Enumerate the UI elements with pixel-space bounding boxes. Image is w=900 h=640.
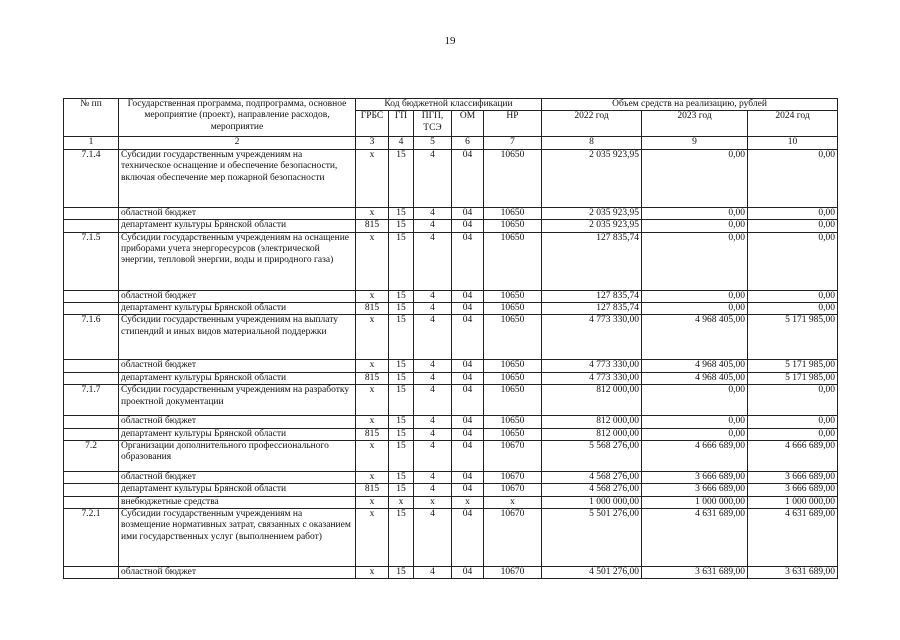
nr-cell: х xyxy=(484,496,542,508)
nr-cell: 10670 xyxy=(484,471,542,483)
table-row xyxy=(64,220,838,232)
amount-2023: 4 666 689,00 xyxy=(642,440,748,471)
amount-2023: 0,00 xyxy=(642,302,748,314)
grbs-cell: х xyxy=(356,509,389,567)
gp-cell: х xyxy=(389,496,414,508)
om-cell: х xyxy=(452,496,484,508)
table-row xyxy=(64,302,838,314)
amount-2024: 0,00 xyxy=(748,232,838,290)
row-name: областной бюджет xyxy=(119,471,356,483)
col-number: 4 xyxy=(389,137,414,149)
amount-2022: 1 000 000,00 xyxy=(542,496,642,508)
pgp-cell: 4 xyxy=(414,302,452,314)
om-cell: 04 xyxy=(452,385,484,416)
amount-2023: 0,00 xyxy=(642,428,748,440)
table-row xyxy=(64,484,838,496)
amount-2024: 0,00 xyxy=(748,290,838,302)
nr-cell: 10650 xyxy=(484,385,542,416)
header-volume-group: Объем средств на реализацию, рублей xyxy=(542,99,838,111)
grbs-cell: х xyxy=(356,290,389,302)
om-cell: 04 xyxy=(452,315,484,360)
nr-cell: 10670 xyxy=(484,567,542,579)
om-cell: 04 xyxy=(452,372,484,384)
row-number: 7.2 xyxy=(64,440,119,471)
row-number xyxy=(64,496,119,508)
om-cell: 04 xyxy=(452,360,484,372)
row-number: 7.1.6 xyxy=(64,315,119,360)
pgp-cell: 4 xyxy=(414,567,452,579)
amount-2024: 3 666 689,00 xyxy=(748,471,838,483)
amount-2023: 4 968 405,00 xyxy=(642,360,748,372)
row-number: 7.1.7 xyxy=(64,385,119,416)
grbs-cell: х xyxy=(356,232,389,290)
header-om: ОМ xyxy=(452,111,484,137)
pgp-cell: 4 xyxy=(414,428,452,440)
pgp-cell: 4 xyxy=(414,207,452,219)
amount-2022: 2 035 923,95 xyxy=(542,207,642,219)
nr-cell: 10650 xyxy=(484,149,542,207)
col-number: 9 xyxy=(642,137,748,149)
pgp-cell: 4 xyxy=(414,372,452,384)
table-row xyxy=(64,149,838,207)
gp-cell: 15 xyxy=(389,372,414,384)
budget-table xyxy=(63,98,838,579)
nr-cell: 10650 xyxy=(484,220,542,232)
gp-cell: 15 xyxy=(389,484,414,496)
amount-2024: 0,00 xyxy=(748,416,838,428)
header-num: № пп xyxy=(64,99,119,137)
table-row xyxy=(64,428,838,440)
table-row xyxy=(64,290,838,302)
row-number: 7.2.1 xyxy=(64,509,119,567)
row-name: департамент культуры Брянской области xyxy=(119,484,356,496)
grbs-cell: х xyxy=(356,471,389,483)
row-name: областной бюджет xyxy=(119,207,356,219)
row-name: департамент культуры Брянской области xyxy=(119,428,356,440)
gp-cell: 15 xyxy=(389,385,414,416)
header-pgp: ПГП, ТСЭ xyxy=(414,111,452,137)
amount-2024: 3 666 689,00 xyxy=(748,484,838,496)
grbs-cell: 815 xyxy=(356,220,389,232)
header-code-group: Код бюджетной классификации xyxy=(356,99,542,111)
amount-2024: 0,00 xyxy=(748,207,838,219)
om-cell: 04 xyxy=(452,416,484,428)
grbs-cell: х xyxy=(356,567,389,579)
amount-2022: 127 835,74 xyxy=(542,290,642,302)
pgp-cell: 4 xyxy=(414,315,452,360)
gp-cell: 15 xyxy=(389,567,414,579)
header-name: Государственная программа, подпрограмма, основное мероприятие (проект), направление расходов, мероприятие xyxy=(119,99,356,137)
amount-2023: 3 666 689,00 xyxy=(642,484,748,496)
amount-2022: 4 501 276,00 xyxy=(542,567,642,579)
row-number xyxy=(64,428,119,440)
grbs-cell: 815 xyxy=(356,428,389,440)
row-name: Организации дополнительного профессионального образования xyxy=(119,440,356,471)
amount-2022: 5 501 276,00 xyxy=(542,509,642,567)
col-number: 2 xyxy=(119,137,356,149)
amount-2023: 1 000 000,00 xyxy=(642,496,748,508)
table-row xyxy=(64,207,838,219)
row-name: Субсидии государственным учреждениям на оснащение приборами учета энергоресурсов (электрической энергии, тепловой энергии, воды и природного газа) xyxy=(119,232,356,290)
grbs-cell: 815 xyxy=(356,302,389,314)
row-number xyxy=(64,372,119,384)
table-row xyxy=(64,360,838,372)
table-row xyxy=(64,372,838,384)
nr-cell: 10670 xyxy=(484,509,542,567)
row-name: областной бюджет xyxy=(119,567,356,579)
om-cell: 04 xyxy=(452,302,484,314)
pgp-cell: 4 xyxy=(414,220,452,232)
gp-cell: 15 xyxy=(389,315,414,360)
amount-2023: 0,00 xyxy=(642,232,748,290)
row-name: Субсидии государственным учреждениям на возмещение нормативных затрат, связанных с оказанием ими государственных услуг (выполнением работ) xyxy=(119,509,356,567)
row-number xyxy=(64,220,119,232)
row-name: областной бюджет xyxy=(119,360,356,372)
col-number: 6 xyxy=(452,137,484,149)
amount-2023: 0,00 xyxy=(642,207,748,219)
pgp-cell: 4 xyxy=(414,484,452,496)
gp-cell: 15 xyxy=(389,290,414,302)
amount-2022: 127 835,74 xyxy=(542,232,642,290)
om-cell: 04 xyxy=(452,207,484,219)
table-row xyxy=(64,416,838,428)
row-name: департамент культуры Брянской области xyxy=(119,302,356,314)
grbs-cell: 815 xyxy=(356,372,389,384)
om-cell: 04 xyxy=(452,471,484,483)
nr-cell: 10650 xyxy=(484,428,542,440)
col-number: 8 xyxy=(542,137,642,149)
col-number: 7 xyxy=(484,137,542,149)
amount-2022: 812 000,00 xyxy=(542,416,642,428)
amount-2024: 4 666 689,00 xyxy=(748,440,838,471)
gp-cell: 15 xyxy=(389,416,414,428)
table-row xyxy=(64,232,838,290)
nr-cell: 10650 xyxy=(484,290,542,302)
amount-2023: 0,00 xyxy=(642,290,748,302)
gp-cell: 15 xyxy=(389,471,414,483)
col-number: 1 xyxy=(64,137,119,149)
om-cell: 04 xyxy=(452,428,484,440)
amount-2022: 5 568 276,00 xyxy=(542,440,642,471)
pgp-cell: 4 xyxy=(414,416,452,428)
amount-2022: 812 000,00 xyxy=(542,428,642,440)
row-number xyxy=(64,567,119,579)
amount-2024: 0,00 xyxy=(748,220,838,232)
table-row xyxy=(64,496,838,508)
header-nr: НР xyxy=(484,111,542,137)
amount-2024: 5 171 985,00 xyxy=(748,360,838,372)
row-number xyxy=(64,471,119,483)
amount-2024: 4 631 689,00 xyxy=(748,509,838,567)
table-row xyxy=(64,315,838,360)
row-name: Субсидии государственным учреждениям на разработку проектной документации xyxy=(119,385,356,416)
nr-cell: 10650 xyxy=(484,207,542,219)
amount-2024: 0,00 xyxy=(748,302,838,314)
pgp-cell: 4 xyxy=(414,440,452,471)
om-cell: 04 xyxy=(452,567,484,579)
pgp-cell: 4 xyxy=(414,360,452,372)
om-cell: 04 xyxy=(452,232,484,290)
row-number: 7.1.5 xyxy=(64,232,119,290)
table-row xyxy=(64,471,838,483)
header-gp: ГП xyxy=(389,111,414,137)
gp-cell: 15 xyxy=(389,232,414,290)
amount-2023: 0,00 xyxy=(642,416,748,428)
row-name: областной бюджет xyxy=(119,416,356,428)
row-number xyxy=(64,484,119,496)
table-row xyxy=(64,567,838,579)
gp-cell: 15 xyxy=(389,220,414,232)
amount-2023: 4 968 405,00 xyxy=(642,372,748,384)
amount-2022: 4 773 330,00 xyxy=(542,372,642,384)
row-number xyxy=(64,360,119,372)
grbs-cell: х xyxy=(356,496,389,508)
grbs-cell: х xyxy=(356,360,389,372)
col-number: 5 xyxy=(414,137,452,149)
header-year-2023: 2023 год xyxy=(642,111,748,137)
amount-2022: 2 035 923,95 xyxy=(542,220,642,232)
pgp-cell: 4 xyxy=(414,290,452,302)
amount-2024: 0,00 xyxy=(748,385,838,416)
pgp-cell: 4 xyxy=(414,509,452,567)
nr-cell: 10670 xyxy=(484,484,542,496)
row-number xyxy=(64,290,119,302)
amount-2023: 0,00 xyxy=(642,220,748,232)
amount-2024: 0,00 xyxy=(748,428,838,440)
amount-2024: 5 171 985,00 xyxy=(748,315,838,360)
col-number: 3 xyxy=(356,137,389,149)
row-number: 7.1.4 xyxy=(64,149,119,207)
nr-cell: 10650 xyxy=(484,302,542,314)
gp-cell: 15 xyxy=(389,149,414,207)
grbs-cell: х xyxy=(356,440,389,471)
table-row xyxy=(64,509,838,567)
om-cell: 04 xyxy=(452,509,484,567)
grbs-cell: х xyxy=(356,207,389,219)
nr-cell: 10650 xyxy=(484,416,542,428)
nr-cell: 10650 xyxy=(484,315,542,360)
gp-cell: 15 xyxy=(389,509,414,567)
grbs-cell: 815 xyxy=(356,484,389,496)
amount-2024: 1 000 000,00 xyxy=(748,496,838,508)
nr-cell: 10650 xyxy=(484,360,542,372)
gp-cell: 15 xyxy=(389,207,414,219)
row-name: департамент культуры Брянской области xyxy=(119,220,356,232)
col-number: 10 xyxy=(748,137,838,149)
amount-2022: 2 035 923,95 xyxy=(542,149,642,207)
grbs-cell: х xyxy=(356,416,389,428)
row-name: Субсидии государственным учреждениям на выплату стипендий и иных видов материальной поддержки xyxy=(119,315,356,360)
amount-2023: 3 666 689,00 xyxy=(642,471,748,483)
gp-cell: 15 xyxy=(389,302,414,314)
om-cell: 04 xyxy=(452,149,484,207)
pgp-cell: 4 xyxy=(414,471,452,483)
amount-2022: 4 773 330,00 xyxy=(542,315,642,360)
amount-2024: 3 631 689,00 xyxy=(748,567,838,579)
row-number xyxy=(64,207,119,219)
row-name: областной бюджет xyxy=(119,290,356,302)
row-number xyxy=(64,416,119,428)
gp-cell: 15 xyxy=(389,440,414,471)
nr-cell: 10650 xyxy=(484,232,542,290)
nr-cell: 10650 xyxy=(484,372,542,384)
pgp-cell: х xyxy=(414,496,452,508)
om-cell: 04 xyxy=(452,484,484,496)
pgp-cell: 4 xyxy=(414,149,452,207)
row-name: Субсидии государственным учреждениям на техническое оснащение и обеспечение безопасности, включая обеспечение мер пожарной безопасности xyxy=(119,149,356,207)
grbs-cell: х xyxy=(356,315,389,360)
row-name: департамент культуры Брянской области xyxy=(119,372,356,384)
page-number: 19 xyxy=(444,35,456,47)
amount-2023: 3 631 689,00 xyxy=(642,567,748,579)
row-name: внебюджетные средства xyxy=(119,496,356,508)
header-grbs: ГРБС xyxy=(356,111,389,137)
header-year-2024: 2024 год xyxy=(748,111,838,137)
table-body xyxy=(64,149,838,579)
header-year-2022: 2022 год xyxy=(542,111,642,137)
row-number xyxy=(64,302,119,314)
amount-2022: 4 568 276,00 xyxy=(542,471,642,483)
amount-2023: 4 631 689,00 xyxy=(642,509,748,567)
amount-2024: 5 171 985,00 xyxy=(748,372,838,384)
om-cell: 04 xyxy=(452,440,484,471)
nr-cell: 10670 xyxy=(484,440,542,471)
grbs-cell: х xyxy=(356,385,389,416)
gp-cell: 15 xyxy=(389,360,414,372)
table-row xyxy=(64,385,838,416)
grbs-cell: х xyxy=(356,149,389,207)
amount-2023: 0,00 xyxy=(642,149,748,207)
amount-2022: 127 835,74 xyxy=(542,302,642,314)
pgp-cell: 4 xyxy=(414,232,452,290)
amount-2022: 4 773 330,00 xyxy=(542,360,642,372)
om-cell: 04 xyxy=(452,290,484,302)
amount-2024: 0,00 xyxy=(748,149,838,207)
amount-2023: 0,00 xyxy=(642,385,748,416)
amount-2022: 4 568 276,00 xyxy=(542,484,642,496)
table-row xyxy=(64,440,838,471)
amount-2022: 812 000,00 xyxy=(542,385,642,416)
om-cell: 04 xyxy=(452,220,484,232)
gp-cell: 15 xyxy=(389,428,414,440)
pgp-cell: 4 xyxy=(414,385,452,416)
amount-2023: 4 968 405,00 xyxy=(642,315,748,360)
